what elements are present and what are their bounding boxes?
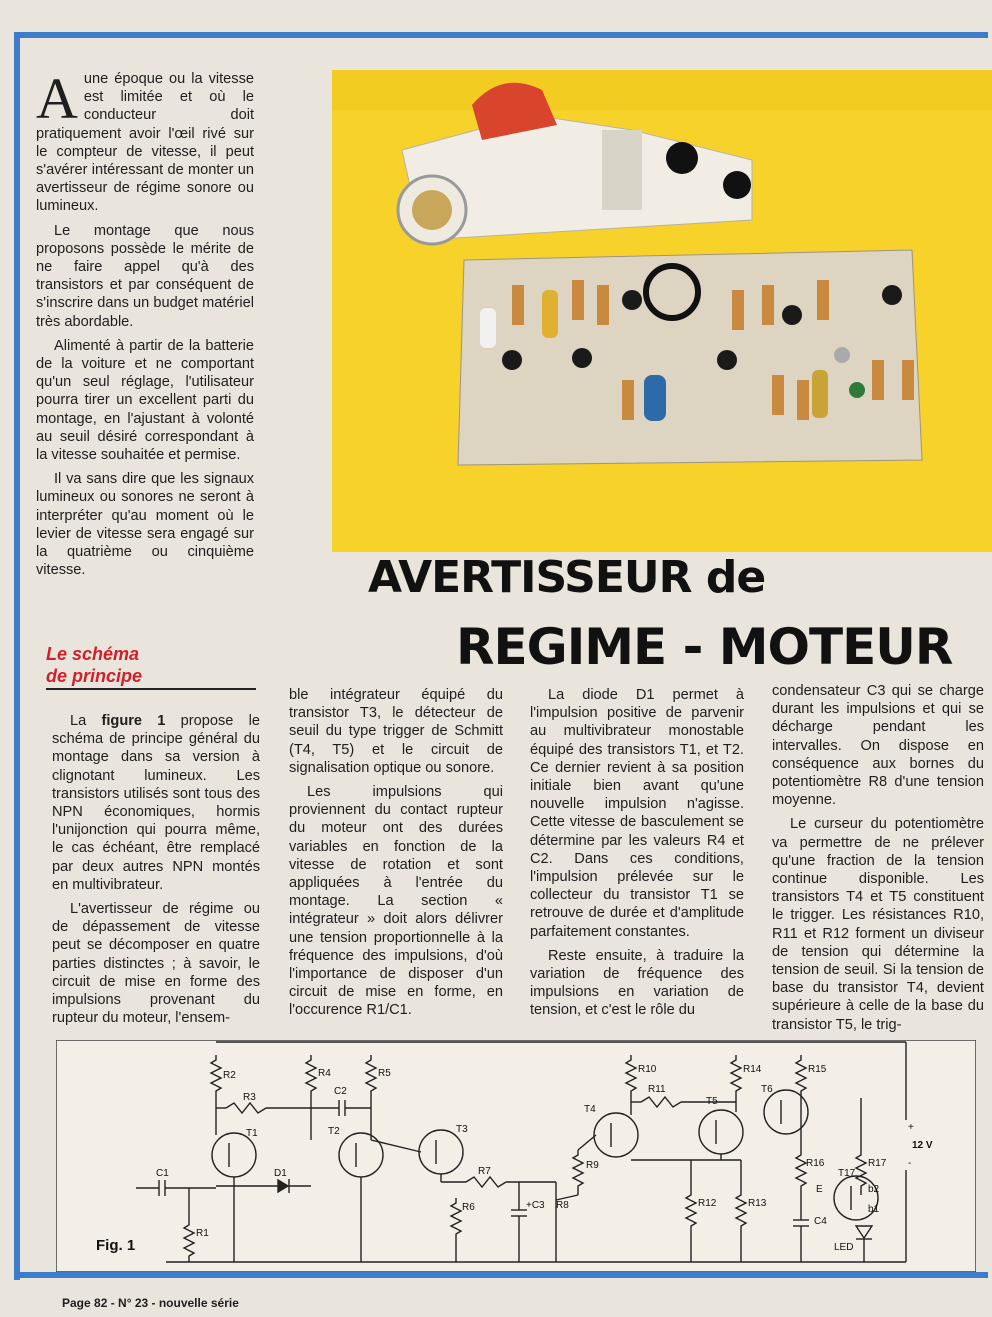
- article-title-line-2: REGIME - MOTEUR: [456, 618, 953, 676]
- col1-paragraph-1: La figure 1 propose le schéma de principe général du montage dans sa version à clignotant lumineux. Les transistors utilisés sont tous des NPN économiques, hormis l'unijonction qui pourra même, le cas échéant, être remplacé par deux autres NPN montés en multivibrateur.: [52, 713, 260, 893]
- svg-text:+C3: +C3: [526, 1200, 545, 1211]
- svg-text:C4: C4: [814, 1216, 827, 1227]
- intro-paragraph-3: Alimenté à partir de la batterie de la voiture et ne comportant qu'un seul réglage, l'utilisateur pourra tirer un excellent parti du montage, en l'ajustant à volonté au seuil désiré correspondant à la vitesse souhaitée et permise.: [36, 337, 254, 464]
- svg-text:T2: T2: [328, 1126, 340, 1137]
- intro-paragraph-4: Il va sans dire que les signaux lumineux ou sonores ne seront à interpréter qu'au moment où le levier de vitesse sera engagé sur la quatrième ou cinquième vitesse.: [36, 471, 254, 579]
- svg-text:C1: C1: [156, 1168, 169, 1179]
- col4-paragraph-1: condensateur C3 qui se charge durant les impulsions et qui se décharge pendant les intervalles. On dispose en conséquence aux bornes du potentiomètre R8 d'une tension moyenne.: [772, 683, 984, 809]
- svg-text:R5: R5: [378, 1068, 391, 1079]
- svg-text:R12: R12: [698, 1198, 717, 1209]
- svg-text:LED: LED: [834, 1242, 854, 1253]
- photo-circuit-board-and-toy-car: [332, 70, 992, 552]
- svg-text:R16: R16: [806, 1158, 825, 1169]
- circuit-schematic: [56, 1040, 976, 1272]
- svg-text:T5: T5: [706, 1096, 718, 1107]
- col1-paragraph-2: L'avertisseur de régime ou de dépassement de vitesse peut se décomposer en quatre parties distinctes ; à savoir, le circuit de mise en forme des impulsions provenant du rupteur du moteur, l'ensem-: [52, 901, 260, 1027]
- svg-text:R9: R9: [586, 1160, 599, 1171]
- body-column-1: [52, 712, 260, 1033]
- heading-rule: [46, 688, 256, 690]
- svg-text:R3: R3: [243, 1092, 256, 1103]
- svg-text:R6: R6: [462, 1202, 475, 1213]
- col2-paragraph-2: Les impulsions qui proviennent du contact rupteur du moteur ont des durées variables en fonction de la vitesse de rotation et sont appliquées à l'entrée du montage. La section « intégrateur » doit alors délivrer une tension proportionnelle à la fréquence des impulsions, d'où l'importance de disposer d'un circuit de mise en forme, en l'occurence R1/C1.: [289, 784, 503, 1019]
- body-column-3: [530, 686, 744, 1026]
- svg-text:T3: T3: [456, 1124, 468, 1135]
- svg-text:R1: R1: [196, 1228, 209, 1239]
- svg-text:R4: R4: [318, 1068, 331, 1079]
- svg-text:R13: R13: [748, 1198, 767, 1209]
- body-column-4: [772, 682, 984, 1040]
- svg-text:R14: R14: [743, 1064, 762, 1075]
- svg-text:Fig. 1: Fig. 1: [96, 1237, 136, 1254]
- drop-cap: A: [36, 66, 78, 131]
- svg-text:T1: T1: [246, 1128, 258, 1139]
- col4-paragraph-2: Le curseur du potentiomètre va permettre de ne prélever qu'une fraction de la tension continue disponible. Les transistors T4 et T5 constituent le trigger. Les résistances R10, R11 et R12 forment un diviseur de tension qui détermine la tension de seuil. Si la tension de base du transistor T4, devient supérieure à celle de la base du transistor T5, le trig-: [772, 816, 984, 1033]
- svg-text:T4: T4: [584, 1104, 596, 1115]
- svg-text:R2: R2: [223, 1070, 236, 1081]
- svg-text:+: +: [908, 1122, 914, 1133]
- svg-text:D1: D1: [274, 1168, 287, 1179]
- printed-circuit-board: [458, 250, 922, 465]
- section-heading: Le schéma de principe: [46, 644, 143, 686]
- page-border-bottom: [14, 1272, 988, 1278]
- svg-text:R10: R10: [638, 1064, 657, 1075]
- svg-text:-: -: [908, 1158, 912, 1169]
- svg-text:12 V: 12 V: [912, 1140, 933, 1151]
- article-title-line-1: AVERTISSEUR de: [368, 552, 766, 603]
- col2-paragraph-1: ble intégrateur équipé du transistor T3, le détecteur de seuil du type trigger de Schmitt (T4, T5) et le circuit de signalisation optique ou sonore.: [289, 687, 503, 776]
- svg-text:R15: R15: [808, 1064, 827, 1075]
- svg-text:R17: R17: [868, 1158, 887, 1169]
- photo-illustration: [332, 70, 992, 552]
- col3-paragraph-2: Reste ensuite, à traduire la variation de fréquence des impulsions en variation de tension, et c'est le rôle du: [530, 947, 744, 1019]
- svg-text:T17: T17: [838, 1168, 856, 1179]
- intro-paragraph-2: Le montage que nous proposons possède le mérite de ne faire appel qu'à des transistors et par conséquent de s'inscrire dans un budget matériel très abordable.: [36, 222, 254, 330]
- svg-text:b2: b2: [868, 1184, 880, 1195]
- page-footer: Page 82 - N° 23 - nouvelle série: [62, 1296, 239, 1310]
- intro-paragraph-1: Aune époque ou la vitesse est limitée et où le conducteur doit pratiquement avoir l'œil rivé sur le compteur de vitesse, il peut s'avérer intéressant de monter un avertisseur de régime sonore ou lumineux.: [36, 66, 254, 215]
- svg-text:E: E: [816, 1184, 823, 1195]
- svg-text:R8: R8: [556, 1200, 569, 1211]
- svg-text:R11: R11: [648, 1084, 666, 1095]
- svg-text:T6: T6: [761, 1084, 773, 1095]
- svg-text:R7: R7: [478, 1166, 491, 1177]
- intro-column: [36, 66, 254, 585]
- col3-paragraph-1: La diode D1 permet à l'impulsion positive de parvenir au multivibrateur monostable équipé des transistors T1, et T2. Ce dernier revient à sa position initiale bien avant qu'une nouvelle impulsion n'agisse. Cette vitesse de basculement se détermine par les valeurs R4 et C2. Dans ces conditions, l'impulsion prélevée sur le collecteur du transistor T1 se retrouve de durée et d'amplitude parfaitement constantes.: [530, 687, 744, 940]
- svg-text:b1: b1: [868, 1204, 880, 1215]
- body-column-2: [289, 686, 503, 1026]
- svg-text:C2: C2: [334, 1086, 347, 1097]
